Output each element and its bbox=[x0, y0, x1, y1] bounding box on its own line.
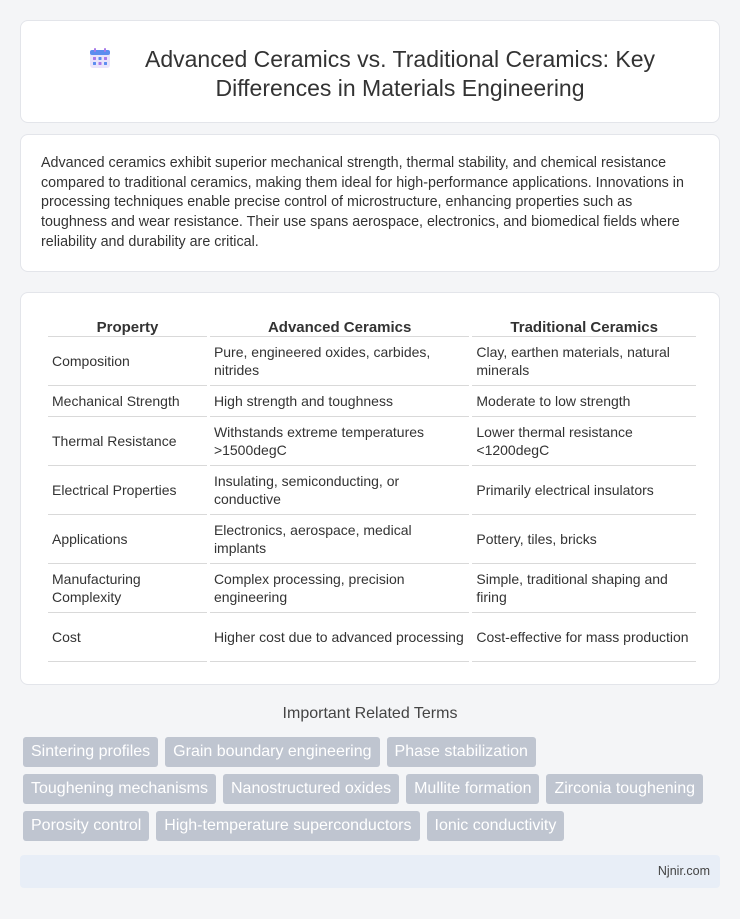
term-tag[interactable]: Phase stabilization bbox=[387, 737, 536, 767]
table-cell: Higher cost due to advanced processing bbox=[210, 613, 469, 662]
table-cell: Pottery, tiles, bricks bbox=[472, 515, 696, 564]
related-terms-heading: Important Related Terms bbox=[282, 705, 458, 722]
table-cell: Thermal Resistance bbox=[48, 417, 207, 466]
table-cell: High strength and toughness bbox=[210, 386, 469, 417]
table-cell: Pure, engineered oxides, carbides, nitrides bbox=[210, 337, 469, 386]
table-cell: Mechanical Strength bbox=[48, 386, 207, 417]
table-cell: Electrical Properties bbox=[48, 466, 207, 515]
term-tag[interactable]: Mullite formation bbox=[406, 774, 539, 804]
column-header-property: Property bbox=[48, 315, 207, 337]
table-cell: Clay, earthen materials, natural minerals bbox=[472, 337, 696, 386]
table-row bbox=[48, 564, 696, 613]
table-cell: Moderate to low strength bbox=[472, 386, 696, 417]
table-cell: Insulating, semiconducting, or conductive bbox=[210, 466, 469, 515]
related-terms-list bbox=[23, 737, 723, 848]
term-tag[interactable]: Sintering profiles bbox=[23, 737, 158, 767]
table-row bbox=[48, 466, 696, 515]
term-tag[interactable]: Zirconia toughening bbox=[546, 774, 703, 804]
table-cell: Electronics, aerospace, medical implants bbox=[210, 515, 469, 564]
term-row bbox=[23, 737, 723, 767]
footer bbox=[20, 855, 720, 888]
column-header-traditional: Traditional Ceramics bbox=[472, 315, 696, 337]
term-row bbox=[23, 811, 723, 841]
column-header-advanced: Advanced Ceramics bbox=[210, 315, 469, 337]
table-cell: Composition bbox=[48, 337, 207, 386]
term-tag[interactable]: Porosity control bbox=[23, 811, 149, 841]
term-tag[interactable]: Grain boundary engineering bbox=[165, 737, 379, 767]
table-header-row bbox=[48, 315, 696, 337]
table-cell: Manufacturing Complexity bbox=[48, 564, 207, 613]
table-row bbox=[48, 515, 696, 564]
comparison-table-card bbox=[20, 292, 720, 685]
page-title: Advanced Ceramics vs. Traditional Ceramics: Key Differences in Materials Engineering bbox=[144, 46, 656, 101]
table-cell: Primarily electrical insulators bbox=[472, 466, 696, 515]
term-tag[interactable]: High-temperature superconductors bbox=[156, 811, 419, 841]
table-row bbox=[48, 417, 696, 466]
term-tag[interactable]: Toughening mechanisms bbox=[23, 774, 216, 804]
title-card bbox=[20, 20, 720, 123]
table-cell: Withstands extreme temperatures >1500degC bbox=[210, 417, 469, 466]
table-cell: Cost bbox=[48, 613, 207, 662]
footer-site-link[interactable]: Njnir.com bbox=[657, 864, 710, 878]
table-cell: Simple, traditional shaping and firing bbox=[472, 564, 696, 613]
summary-paragraph: Advanced ceramics exhibit superior mechanical strength, thermal stability, and chemical resistance compared to traditional ceramics, making them ideal for high-performance applications. Innovations in processing techniques enable precise control of microstructure, enhancing properties such as toughness and wear resistance. Their use spans aerospace, electronics, and biomedical fields where reliability and durability are critical. bbox=[41, 155, 684, 250]
table-cell: Lower thermal resistance <1200degC bbox=[472, 417, 696, 466]
table-cell: Cost-effective for mass production bbox=[472, 613, 696, 662]
term-row bbox=[23, 774, 723, 804]
table-cell: Complex processing, precision engineering bbox=[210, 564, 469, 613]
summary-card bbox=[20, 134, 720, 272]
comparison-table bbox=[45, 315, 699, 662]
table-cell: Applications bbox=[48, 515, 207, 564]
table-row bbox=[48, 337, 696, 386]
table-row bbox=[48, 613, 696, 662]
table-row bbox=[48, 386, 696, 417]
term-tag[interactable]: Nanostructured oxides bbox=[223, 774, 399, 804]
term-tag[interactable]: Ionic conductivity bbox=[427, 811, 565, 841]
